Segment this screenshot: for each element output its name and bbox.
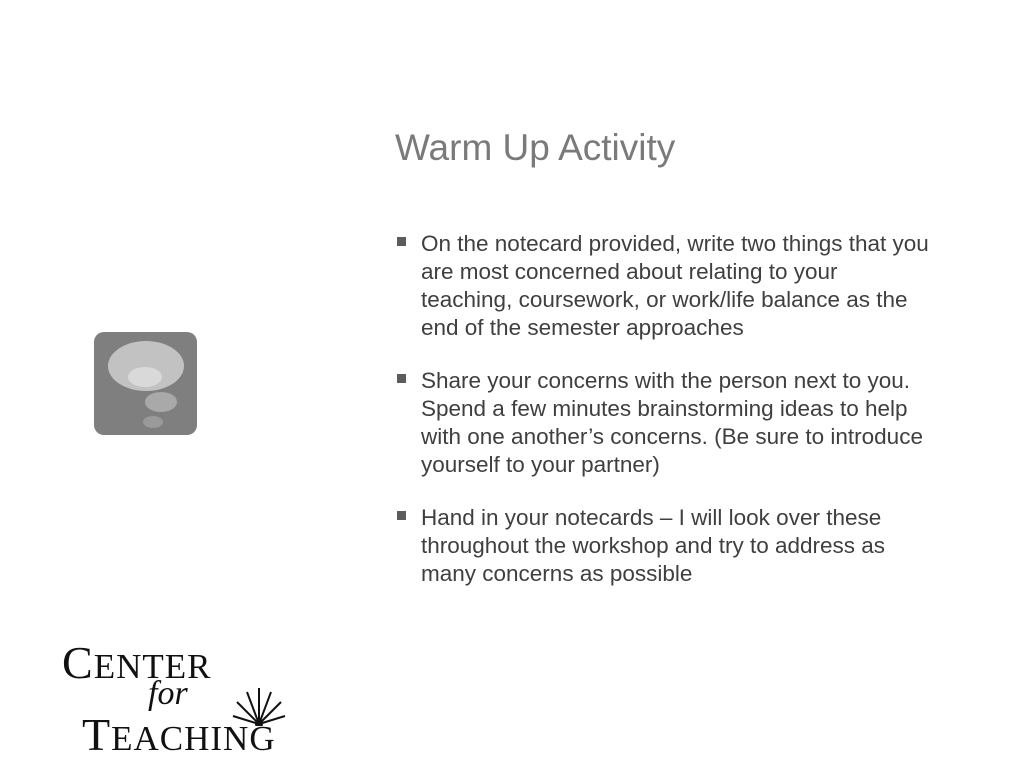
logo-line-for: for [148, 675, 188, 712]
list-item [395, 504, 935, 588]
square-bullet-icon [397, 374, 406, 383]
logo-line-teaching: TEACHING [82, 709, 276, 760]
bullet-text: Hand in your notecards – I will look over these throughout the workshop and try to address as many concerns as possible [421, 505, 886, 586]
slide-title: Warm Up Activity [395, 127, 676, 168]
center-for-teaching-logo [58, 637, 358, 760]
list-item [395, 367, 935, 479]
bullet-text: On the notecard provided, write two things that you are most concerned about relating to your teaching, coursework, or work/life balance as the end of the semester approaches [421, 231, 929, 340]
thought-bubble-icon [94, 332, 197, 435]
bullet-list [395, 230, 935, 613]
bullet-text: Share your concerns with the person next to you. Spend a few minutes brainstorming ideas to help with one another’s concerns. (Be sure to introduce yourself to your partner) [421, 368, 923, 477]
square-bullet-icon [397, 511, 406, 520]
list-item [395, 230, 935, 342]
logo-line-center: CENTER [62, 637, 212, 688]
square-bullet-icon [397, 237, 406, 246]
